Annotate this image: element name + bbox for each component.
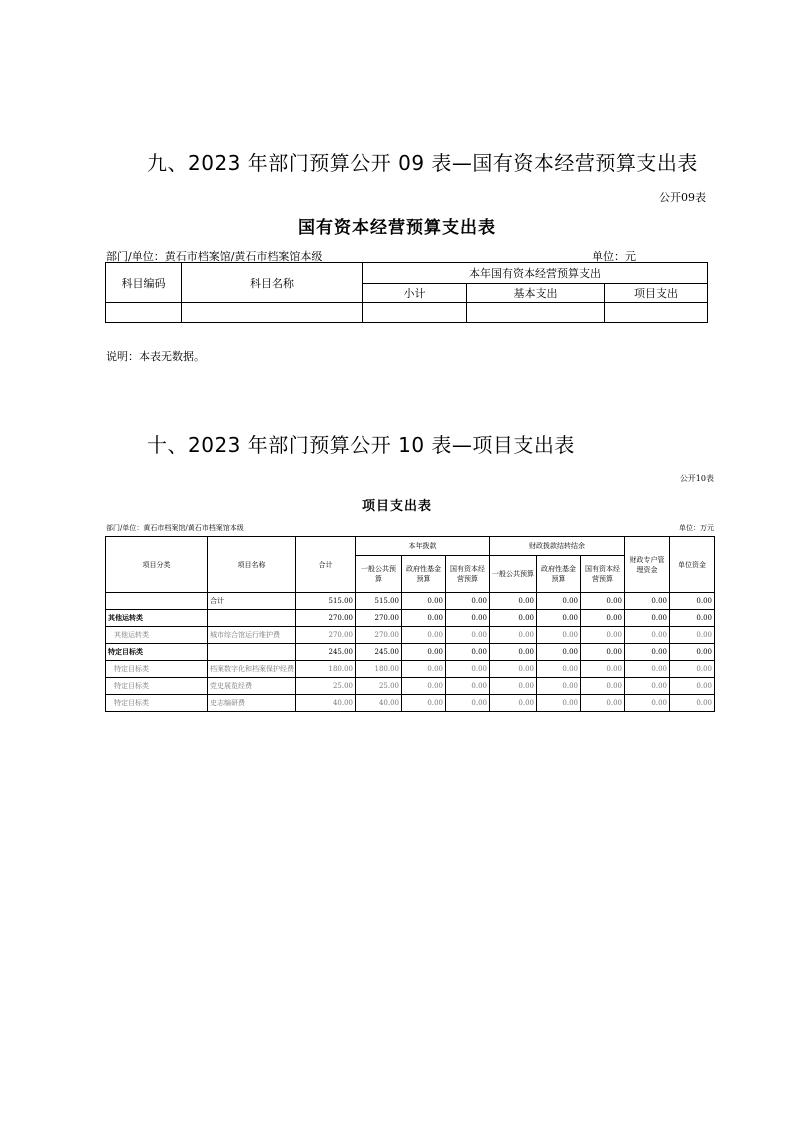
- row-value: 270.00: [296, 610, 356, 627]
- h-g2a: 一般公共预算: [490, 556, 537, 593]
- row-value: 0.00: [446, 610, 490, 627]
- h-g2b: 政府性基金预算: [537, 556, 581, 593]
- h-group1: 本年拨款: [356, 537, 490, 556]
- row-value: 0.00: [537, 610, 581, 627]
- row-name: [208, 644, 296, 661]
- table-row: [106, 593, 715, 610]
- row-category: [106, 593, 208, 610]
- section9-note: 说明：本表无数据。: [106, 350, 205, 363]
- section10-heading: 十、2023 年部门预算公开 10 表—项目支出表: [147, 433, 575, 457]
- row-value: 0.00: [402, 661, 446, 678]
- row-value: 0.00: [490, 678, 537, 695]
- header-subtotal: 小计: [363, 284, 467, 303]
- row-category: 特定目标类: [106, 661, 208, 678]
- table-row: [106, 610, 715, 627]
- section9-table: [105, 262, 708, 323]
- row-value: 0.00: [625, 593, 670, 610]
- row-value: 0.00: [490, 627, 537, 644]
- header-group: 本年国有资本经营预算支出: [363, 263, 708, 284]
- section10-title: 项目支出表: [361, 499, 432, 514]
- row-value: 245.00: [296, 644, 356, 661]
- header-name: 科目名称: [182, 263, 363, 303]
- table-row: [106, 661, 715, 678]
- header-project: 项目支出: [605, 284, 708, 303]
- row-name: 党史展览经费: [208, 678, 296, 695]
- row-value: 0.00: [537, 695, 581, 712]
- h-own: 单位资金: [670, 537, 715, 593]
- row-value: 0.00: [581, 695, 625, 712]
- h-g1a: 一般公共预算: [356, 556, 402, 593]
- row-value: 0.00: [446, 695, 490, 712]
- row-value: 0.00: [625, 610, 670, 627]
- row-value: 270.00: [296, 627, 356, 644]
- row-value: 0.00: [581, 627, 625, 644]
- section10-dept: 部门/单位：黄石市档案馆/黄石市档案馆本级: [106, 524, 244, 532]
- row-value: 0.00: [670, 644, 715, 661]
- row-value: 0.00: [490, 661, 537, 678]
- row-value: 0.00: [581, 678, 625, 695]
- row-value: 0.00: [402, 610, 446, 627]
- row-value: 0.00: [581, 661, 625, 678]
- row-value: 0.00: [490, 593, 537, 610]
- table-row: [106, 644, 715, 661]
- row-category: 其他运转类: [106, 610, 208, 627]
- section9-table-code: 公开09表: [659, 191, 706, 204]
- row-value: 180.00: [296, 661, 356, 678]
- row-value: 25.00: [296, 678, 356, 695]
- row-category: 特定目标类: [106, 695, 208, 712]
- row-value: 25.00: [356, 678, 402, 695]
- row-value: 180.00: [356, 661, 402, 678]
- row-value: 0.00: [402, 627, 446, 644]
- row-value: 0.00: [490, 695, 537, 712]
- row-value: 0.00: [446, 661, 490, 678]
- row-value: 0.00: [625, 661, 670, 678]
- row-value: 0.00: [625, 695, 670, 712]
- h-name: 项目名称: [208, 537, 296, 593]
- section9-heading: 九、2023 年部门预算公开 09 表—国有资本经营预算支出表: [147, 151, 698, 175]
- section10-table-code: 公开10表: [679, 474, 714, 483]
- row-value: 0.00: [402, 695, 446, 712]
- row-value: 0.00: [537, 627, 581, 644]
- section10-table: [105, 536, 715, 712]
- row-value: 515.00: [356, 593, 402, 610]
- section10-rows: [106, 593, 715, 712]
- header-code: 科目编码: [106, 263, 182, 303]
- row-value: 0.00: [670, 695, 715, 712]
- row-name: 城市综合馆运行维护费: [208, 627, 296, 644]
- row-name: 档案数字化和档案保护经费: [208, 661, 296, 678]
- h-group2: 财政拨款结转结余: [490, 537, 625, 556]
- empty-row: [106, 303, 708, 323]
- row-name: [208, 610, 296, 627]
- row-value: 0.00: [670, 678, 715, 695]
- h-category: 项目分类: [106, 537, 208, 593]
- h-g1b: 政府性基金预算: [402, 556, 446, 593]
- row-value: 0.00: [402, 678, 446, 695]
- row-name: 史志编研费: [208, 695, 296, 712]
- row-value: 0.00: [490, 610, 537, 627]
- row-value: 0.00: [670, 610, 715, 627]
- row-value: 0.00: [670, 661, 715, 678]
- row-value: 40.00: [296, 695, 356, 712]
- row-value: 0.00: [446, 627, 490, 644]
- row-value: 0.00: [581, 610, 625, 627]
- h-total: 合计: [296, 537, 356, 593]
- row-category: 特定目标类: [106, 678, 208, 695]
- row-value: 0.00: [625, 627, 670, 644]
- row-value: 0.00: [625, 644, 670, 661]
- row-value: 0.00: [402, 593, 446, 610]
- row-value: 515.00: [296, 593, 356, 610]
- row-value: 0.00: [446, 593, 490, 610]
- h-special: 财政专户管理资金: [625, 537, 670, 593]
- section9-dept: 部门/单位：黄石市档案馆/黄石市档案馆本级: [106, 250, 323, 263]
- row-value: 0.00: [581, 644, 625, 661]
- row-value: 245.00: [356, 644, 402, 661]
- table-row: [106, 678, 715, 695]
- row-value: 0.00: [670, 593, 715, 610]
- row-value: 270.00: [356, 610, 402, 627]
- row-value: 0.00: [625, 678, 670, 695]
- row-category: 特定目标类: [106, 644, 208, 661]
- row-value: 0.00: [670, 627, 715, 644]
- row-value: 0.00: [537, 678, 581, 695]
- h-g1c: 国有资本经营预算: [446, 556, 490, 593]
- row-value: 0.00: [446, 644, 490, 661]
- table-row: [106, 627, 715, 644]
- row-name: 合计: [208, 593, 296, 610]
- row-value: 0.00: [446, 678, 490, 695]
- section9-unit: 单位：元: [592, 250, 636, 263]
- row-value: 0.00: [581, 593, 625, 610]
- row-category: 其他运转类: [106, 627, 208, 644]
- h-g2c: 国有资本经营预算: [581, 556, 625, 593]
- section10-unit: 单位：万元: [679, 524, 714, 532]
- row-value: 0.00: [537, 593, 581, 610]
- row-value: 0.00: [402, 644, 446, 661]
- header-basic: 基本支出: [467, 284, 605, 303]
- section9-title: 国有资本经营预算支出表: [298, 218, 496, 238]
- row-value: 0.00: [490, 644, 537, 661]
- row-value: 40.00: [356, 695, 402, 712]
- row-value: 270.00: [356, 627, 402, 644]
- table-row: [106, 695, 715, 712]
- row-value: 0.00: [537, 644, 581, 661]
- row-value: 0.00: [537, 661, 581, 678]
